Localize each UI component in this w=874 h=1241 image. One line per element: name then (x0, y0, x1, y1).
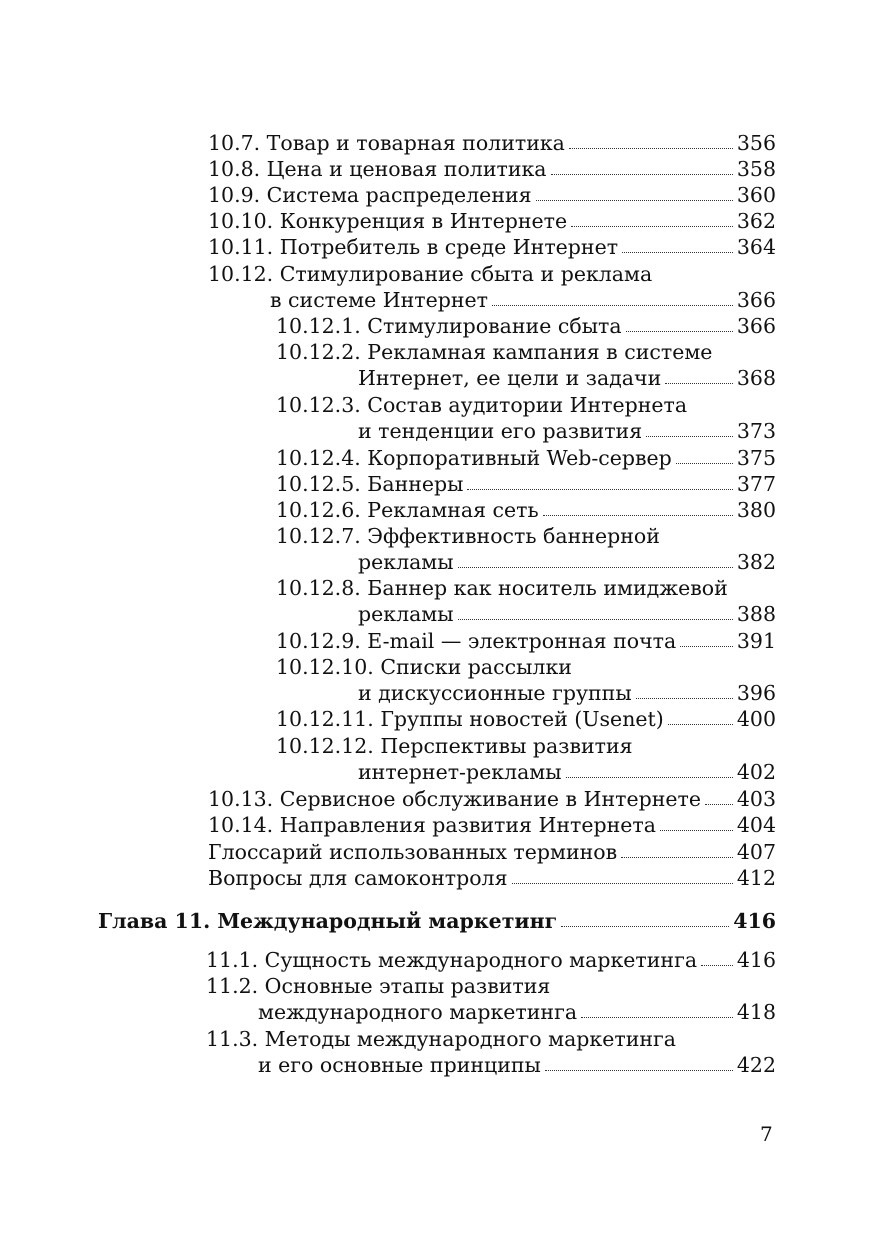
toc-entry-title-cont: международного маркетинга (258, 1000, 578, 1024)
toc-entry-title: 10.10. Конкуренция в Интернете (208, 209, 568, 233)
toc-entry-page: 375 (736, 446, 776, 470)
toc-entry-title: 10.13. Сервисное обслуживание в Интернете (208, 787, 701, 811)
toc-entry-title: 10.12.1. Стимулирование сбыта (276, 314, 622, 338)
toc-entry-title-cont: и его основные принципы (258, 1053, 541, 1077)
toc-entry (206, 973, 776, 1025)
toc-entry-page: 382 (736, 550, 776, 574)
toc-entry (208, 865, 776, 891)
dot-leader (581, 1017, 733, 1018)
toc-entry-title: 10.11. Потребитель в среде Интернет (208, 235, 619, 259)
page-number: 7 (760, 1122, 773, 1146)
toc-entry-title: 11.3. Методы международного маркетинга (206, 1027, 676, 1051)
dot-leader (458, 567, 733, 568)
toc-entry (208, 208, 776, 234)
toc-entry-title: 10.12.2. Рекламная кампания в системе (276, 340, 713, 364)
toc-entry-page: 402 (736, 760, 776, 784)
toc-entry (276, 706, 776, 732)
dot-leader (622, 252, 733, 253)
toc-entry-page: 391 (736, 629, 776, 653)
toc-entry (276, 733, 776, 785)
dot-leader (569, 148, 733, 149)
chapter-title: Глава 11. Международный маркетинг (98, 909, 558, 933)
dot-leader (458, 619, 733, 620)
dot-leader (561, 926, 729, 927)
toc-entry-title-cont: и тенденции его развития (358, 419, 643, 443)
toc-entry-title: 10.14. Направления развития Интернета (208, 813, 656, 837)
toc-entry-page: 418 (736, 1000, 776, 1024)
toc-entry-title: 11.2. Основные этапы развития (206, 974, 551, 998)
toc-entry-page: 422 (736, 1053, 776, 1077)
toc-entry-title-cont: интернет-рекламы (358, 760, 562, 784)
toc-entry-page: 416 (736, 948, 776, 972)
toc-entry-page: 358 (736, 157, 776, 181)
dot-leader (621, 857, 733, 858)
toc-entry-page: 356 (736, 131, 776, 155)
toc-entry (208, 839, 776, 865)
toc-entry-page: 412 (736, 866, 776, 890)
toc-entry-title: 10.12.8. Баннер как носитель имиджевой (276, 576, 728, 600)
toc-entry-page: 364 (736, 235, 776, 259)
toc-entry (208, 234, 776, 260)
toc-entry-page: 407 (736, 840, 776, 864)
dot-leader (668, 724, 733, 725)
toc-entry-title-cont: рекламы (358, 602, 454, 626)
dot-leader (680, 646, 733, 647)
dot-leader (705, 804, 733, 805)
dot-leader (701, 965, 733, 966)
toc-entry-page: 366 (736, 288, 776, 312)
toc-entry-page: 366 (736, 314, 776, 338)
toc-entry-title: 10.12.5. Баннеры (276, 472, 464, 496)
toc-entry-title: 10.12. Стимулирование сбыта и реклама (208, 262, 653, 286)
toc-entry-title-cont: в системе Интернет (270, 288, 489, 312)
toc-entry-page: 360 (736, 183, 776, 207)
toc-entry (276, 339, 776, 391)
toc-entry-title: 10.12.4. Корпоративный Web-сервер (276, 446, 672, 470)
chapter-page: 416 (733, 909, 776, 933)
toc-entry-page: 388 (736, 602, 776, 626)
toc-entry-title: 10.7. Товар и товарная политика (208, 131, 565, 155)
toc-entry (206, 1026, 776, 1078)
toc-entry-title: 10.12.11. Группы новостей (Usenet) (276, 707, 664, 731)
toc-entry-page: 368 (736, 366, 776, 390)
toc-entry (276, 392, 776, 444)
dot-leader (536, 200, 733, 201)
dot-leader (512, 883, 733, 884)
toc-entry-page: 404 (736, 813, 776, 837)
toc-entry (276, 575, 776, 627)
toc-entry-title: 10.12.9. E-mail — электронная почта (276, 629, 677, 653)
toc-entry-title: 10.12.7. Эффективность баннерной (276, 524, 660, 548)
toc-entry (276, 523, 776, 575)
toc-entry (208, 156, 776, 182)
dot-leader (676, 463, 733, 464)
toc-entry-title: Глоссарий использованных терминов (208, 840, 618, 864)
toc-entry (208, 130, 776, 156)
toc-entry-page: 400 (736, 707, 776, 731)
toc-entry-page: 396 (736, 681, 776, 705)
dot-leader (636, 698, 733, 699)
toc-entry (276, 445, 776, 471)
toc-entry (276, 471, 776, 497)
toc-entry-page: 362 (736, 209, 776, 233)
toc-entry-title: 10.9. Система распределения (208, 183, 532, 207)
toc-entry-title: 10.8. Цена и ценовая политика (208, 157, 547, 181)
toc-entry (208, 786, 776, 812)
toc-chapter-heading (98, 908, 776, 934)
toc-entry (276, 628, 776, 654)
toc-entry (276, 654, 776, 706)
dot-leader (492, 305, 733, 306)
dot-leader (467, 489, 732, 490)
dot-leader (543, 515, 733, 516)
dot-leader (660, 830, 733, 831)
toc-entry-title: 10.12.10. Списки рассылки (276, 655, 572, 679)
toc-entry (276, 313, 776, 339)
toc-entry-page: 373 (736, 419, 776, 443)
toc-entry-title-cont: рекламы (358, 550, 454, 574)
toc-entry (208, 812, 776, 838)
dot-leader (566, 777, 733, 778)
dot-leader (545, 1070, 733, 1071)
toc-entry (276, 497, 776, 523)
toc-entry-title: 11.1. Сущность международного маркетинга (206, 948, 698, 972)
toc-entry-title: 10.12.12. Перспективы развития (276, 734, 633, 758)
dot-leader (646, 436, 733, 437)
toc-entry-title-cont: Интернет, ее цели и задачи (358, 366, 662, 390)
toc-entry-title: Вопросы для самоконтроля (208, 866, 508, 890)
toc-entry (208, 261, 776, 313)
toc-entry (206, 947, 776, 973)
toc-entry-title-cont: и дискуссионные группы (358, 681, 632, 705)
toc-entry-title: 10.12.3. Состав аудитории Интернета (276, 393, 688, 417)
dot-leader (626, 331, 733, 332)
toc-entry-page: 377 (736, 472, 776, 496)
toc-entry (208, 182, 776, 208)
dot-leader (665, 383, 733, 384)
toc-entry-title: 10.12.6. Рекламная сеть (276, 498, 539, 522)
dot-leader (551, 174, 733, 175)
toc-entry-page: 380 (736, 498, 776, 522)
dot-leader (571, 226, 733, 227)
toc-entry-page: 403 (736, 787, 776, 811)
